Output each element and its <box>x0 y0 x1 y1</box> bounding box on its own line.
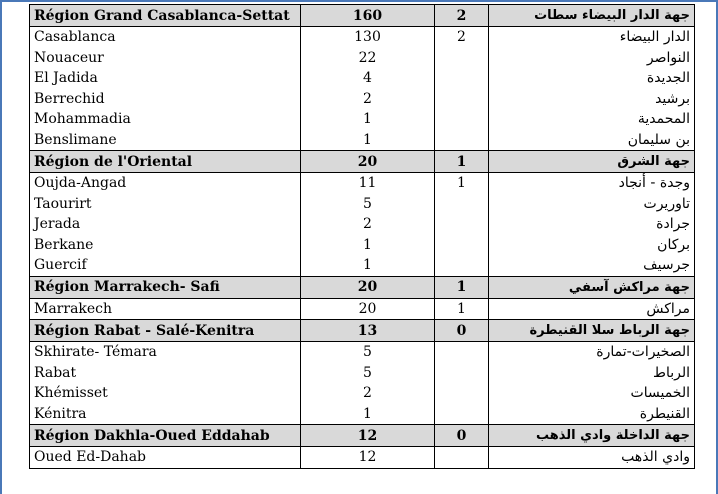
city-row <box>30 68 695 89</box>
city-name: Jerada <box>30 214 301 235</box>
city-row <box>30 255 695 276</box>
city-row <box>30 342 695 363</box>
city-row <box>30 383 695 404</box>
region-name-ar: جهة مراكش آسفي <box>489 276 695 298</box>
city-value: 4 <box>301 68 435 89</box>
city-name: Taourirt <box>30 194 301 215</box>
region-sub-count: 0 <box>435 320 489 342</box>
city-sub-count <box>435 89 489 110</box>
city-value: 130 <box>301 27 435 48</box>
city-name-ar: بن سليمان <box>489 130 695 151</box>
city-name: Mohammadia <box>30 109 301 130</box>
region-name: Région Grand Casablanca-Settat <box>30 5 301 27</box>
city-name: Kénitra <box>30 404 301 425</box>
city-name-ar: مراكش <box>489 298 695 320</box>
region-total: 20 <box>301 151 435 173</box>
city-name-ar: بركان <box>489 235 695 256</box>
city-sub-count <box>435 48 489 69</box>
city-value: 5 <box>301 363 435 384</box>
region-name: Région Dakhla-Oued Eddahab <box>30 425 301 447</box>
city-sub-count <box>435 342 489 363</box>
city-name-ar: الرباط <box>489 363 695 384</box>
city-name-ar: جرسيف <box>489 255 695 276</box>
city-row <box>30 89 695 110</box>
city-name: Marrakech <box>30 298 301 320</box>
region-total: 160 <box>301 5 435 27</box>
table-body <box>30 5 695 469</box>
city-name-ar: النواصر <box>489 48 695 69</box>
city-sub-count: 1 <box>435 173 489 194</box>
city-name: Nouaceur <box>30 48 301 69</box>
city-row <box>30 235 695 256</box>
city-row <box>30 173 695 194</box>
city-name: Oujda-Angad <box>30 173 301 194</box>
region-name: Région de l'Oriental <box>30 151 301 173</box>
city-sub-count <box>435 194 489 215</box>
frame-edge-left <box>0 0 2 494</box>
city-row <box>30 298 695 320</box>
city-row <box>30 194 695 215</box>
city-sub-count <box>435 383 489 404</box>
city-value: 1 <box>301 404 435 425</box>
city-name: Guercif <box>30 255 301 276</box>
city-sub-count: 2 <box>435 27 489 48</box>
city-sub-count <box>435 109 489 130</box>
city-row <box>30 447 695 469</box>
city-sub-count <box>435 235 489 256</box>
region-row <box>30 151 695 173</box>
city-name-ar: جرادة <box>489 214 695 235</box>
city-value: 12 <box>301 447 435 469</box>
city-name: Oued Ed-Dahab <box>30 447 301 469</box>
city-row <box>30 363 695 384</box>
city-row <box>30 27 695 48</box>
city-value: 2 <box>301 383 435 404</box>
city-value: 2 <box>301 214 435 235</box>
city-name-ar: المحمدية <box>489 109 695 130</box>
city-name-ar: وادي الذهب <box>489 447 695 469</box>
region-sub-count: 2 <box>435 5 489 27</box>
region-row <box>30 320 695 342</box>
city-name-ar: وجدة - أنجاد <box>489 173 695 194</box>
city-value: 1 <box>301 255 435 276</box>
region-name-ar: جهة الرباط سلا القنيطرة <box>489 320 695 342</box>
region-name-ar: جهة الداخلة وادي الذهب <box>489 425 695 447</box>
region-sub-count: 1 <box>435 151 489 173</box>
city-value: 22 <box>301 48 435 69</box>
region-name-ar: جهة الدار البيضاء سطات <box>489 5 695 27</box>
city-name: Casablanca <box>30 27 301 48</box>
city-row <box>30 214 695 235</box>
city-name: Rabat <box>30 363 301 384</box>
city-name-ar: برشيد <box>489 89 695 110</box>
city-sub-count: 1 <box>435 298 489 320</box>
city-value: 11 <box>301 173 435 194</box>
city-sub-count <box>435 68 489 89</box>
regional-stats-table <box>29 4 695 469</box>
city-sub-count <box>435 255 489 276</box>
city-name: Berkane <box>30 235 301 256</box>
city-name: El Jadida <box>30 68 301 89</box>
city-sub-count <box>435 447 489 469</box>
city-value: 5 <box>301 342 435 363</box>
city-sub-count <box>435 363 489 384</box>
city-value: 1 <box>301 130 435 151</box>
region-total: 12 <box>301 425 435 447</box>
city-name-ar: القنيطرة <box>489 404 695 425</box>
city-name-ar: الجديدة <box>489 68 695 89</box>
region-name-ar: جهة الشرق <box>489 151 695 173</box>
city-sub-count <box>435 404 489 425</box>
region-sub-count: 0 <box>435 425 489 447</box>
region-row <box>30 5 695 27</box>
city-value: 1 <box>301 235 435 256</box>
city-sub-count <box>435 214 489 235</box>
frame-edge-top <box>0 0 718 2</box>
city-row <box>30 48 695 69</box>
region-name: Région Marrakech- Safi <box>30 276 301 298</box>
city-name: Khémisset <box>30 383 301 404</box>
region-sub-count: 1 <box>435 276 489 298</box>
city-name: Berrechid <box>30 89 301 110</box>
city-value: 1 <box>301 109 435 130</box>
city-sub-count <box>435 130 489 151</box>
region-row <box>30 425 695 447</box>
region-name: Région Rabat - Salé-Kenitra <box>30 320 301 342</box>
city-value: 2 <box>301 89 435 110</box>
city-name: Skhirate- Témara <box>30 342 301 363</box>
region-total: 20 <box>301 276 435 298</box>
city-value: 20 <box>301 298 435 320</box>
city-name-ar: الصخيرات-تمارة <box>489 342 695 363</box>
city-name-ar: الدار البيضاء <box>489 27 695 48</box>
city-name: Benslimane <box>30 130 301 151</box>
city-name-ar: تاوريرت <box>489 194 695 215</box>
city-row <box>30 404 695 425</box>
city-value: 5 <box>301 194 435 215</box>
city-row <box>30 109 695 130</box>
city-row <box>30 130 695 151</box>
region-total: 13 <box>301 320 435 342</box>
city-name-ar: الخميسات <box>489 383 695 404</box>
region-row <box>30 276 695 298</box>
